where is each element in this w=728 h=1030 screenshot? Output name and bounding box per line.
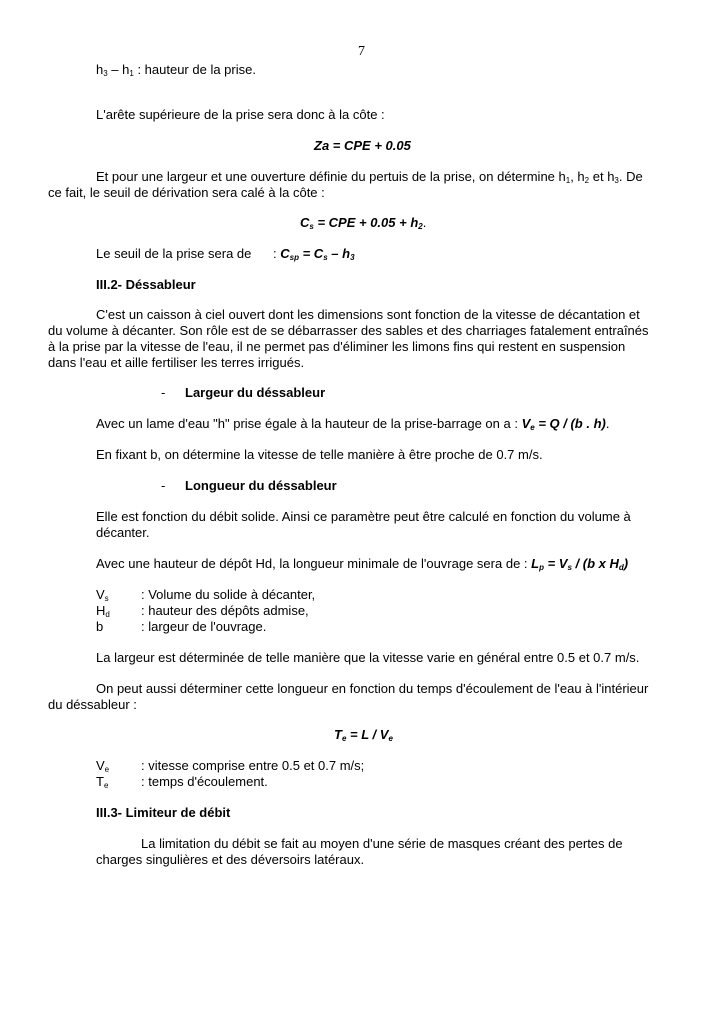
def-h3-h1: $h_3 - h_1$ : hauteur de la prise.	[96, 62, 256, 78]
def-te-desc: : temps d'écoulement.	[141, 774, 268, 789]
para-caisson-line3: à la prise par la vitesse de l'eau, il ne permet pas d'éliminer les limons fins qui restent en suspension	[48, 339, 626, 354]
def-ve-symbol: $V_e$	[96, 758, 110, 774]
fixant-line: En fixant b, on détermine la vitesse de telle manière à être proche de 0.7 m/s.	[96, 447, 543, 462]
heading-iii-2: III.2- Déssableur	[96, 277, 196, 292]
aussi-line2: du déssableur :	[48, 697, 137, 712]
equation-cs: $C_s$ = CPE + $0.05 + h_2$.	[300, 215, 427, 231]
para-caisson-line4: dans l'eau et aille fertiliser les terres irrigués.	[48, 355, 305, 370]
def-b-desc: : largeur de l'ouvrage.	[141, 619, 267, 634]
heading-iii-3: III.3- Limiteur de débit	[96, 805, 231, 820]
def-vs-desc: : Volume du solide à décanter,	[141, 587, 316, 602]
def-b-symbol: b	[96, 619, 104, 634]
def-vs-symbol: $V_s$	[96, 587, 109, 603]
subheading-largeur: Largeur du déssableur	[185, 385, 326, 400]
aussi-line1: On peut aussi déterminer cette longueur en fonction du temps d'écoulement de l'eau à l'intérieur	[96, 681, 649, 696]
bullet-dash: -	[161, 385, 166, 400]
largeur-det-line: La largeur est déterminée de telle manière que la vitesse varie en général entre 0.5 et 0.7 m/s.	[96, 650, 640, 665]
def-hd-desc: : hauteur des dépôts admise,	[141, 603, 309, 618]
para-caisson-line1: C'est un caisson à ciel ouvert dont les dimensions sont fonction de la vitesse de décantation et	[96, 307, 640, 322]
page-number: 7	[358, 44, 365, 59]
def-te-symbol: $T_e$	[96, 774, 109, 790]
def-hd-symbol: $H_d$	[96, 603, 110, 619]
equation-za: Za = CPE + 0.05	[314, 138, 411, 153]
limitation-line1: La limitation du débit se fait au moyen d'une série de masques créant des pertes de	[141, 836, 623, 851]
hauteur-line: Avec une hauteur de dépôt Hd, la longueur minimale de l'ouvrage sera de : $L_p = V_s / (b$ x $H_d$)	[96, 556, 629, 572]
equation-te: $T_e = L / V_e$	[334, 727, 393, 743]
lame-line: Avec un lame d'eau "h" prise égale à la hauteur de la prise-barrage on a : $V_e = Q / (b$ . h).	[96, 416, 610, 432]
bullet-dash-2: -	[161, 478, 166, 493]
para-caisson-line2: du volume à décanter. Son rôle est de se débarrasser des sables et des charriages fatalement entraînés	[48, 323, 649, 338]
fonction-line2: décanter.	[96, 525, 150, 540]
fonction-line1: Elle est fonction du débit solide. Ainsi ce paramètre peut être calculé en fonction du volume à	[96, 509, 631, 524]
def-ve-desc: : vitesse comprise entre 0.5 et 0.7 m/s;	[141, 758, 365, 773]
para-largeur-line1: Et pour une largeur et une ouverture définie du pertuis de la prise, on détermine $h_1$, $h_2$ et $h_3$. De	[96, 169, 643, 185]
arete-line: L'arête supérieure de la prise sera donc à la côte :	[96, 107, 385, 122]
subheading-longueur: Longueur du déssableur	[185, 478, 337, 493]
para-largeur-line2: ce fait, le seuil de dérivation sera calé à la côte :	[48, 185, 325, 200]
seuil-text: Le seuil de la prise sera de	[96, 246, 252, 261]
seuil-equation: : $C_{sp} = C_s - h_3$	[273, 246, 355, 262]
limitation-line2: charges singulières et des déversoirs latéraux.	[96, 852, 365, 867]
